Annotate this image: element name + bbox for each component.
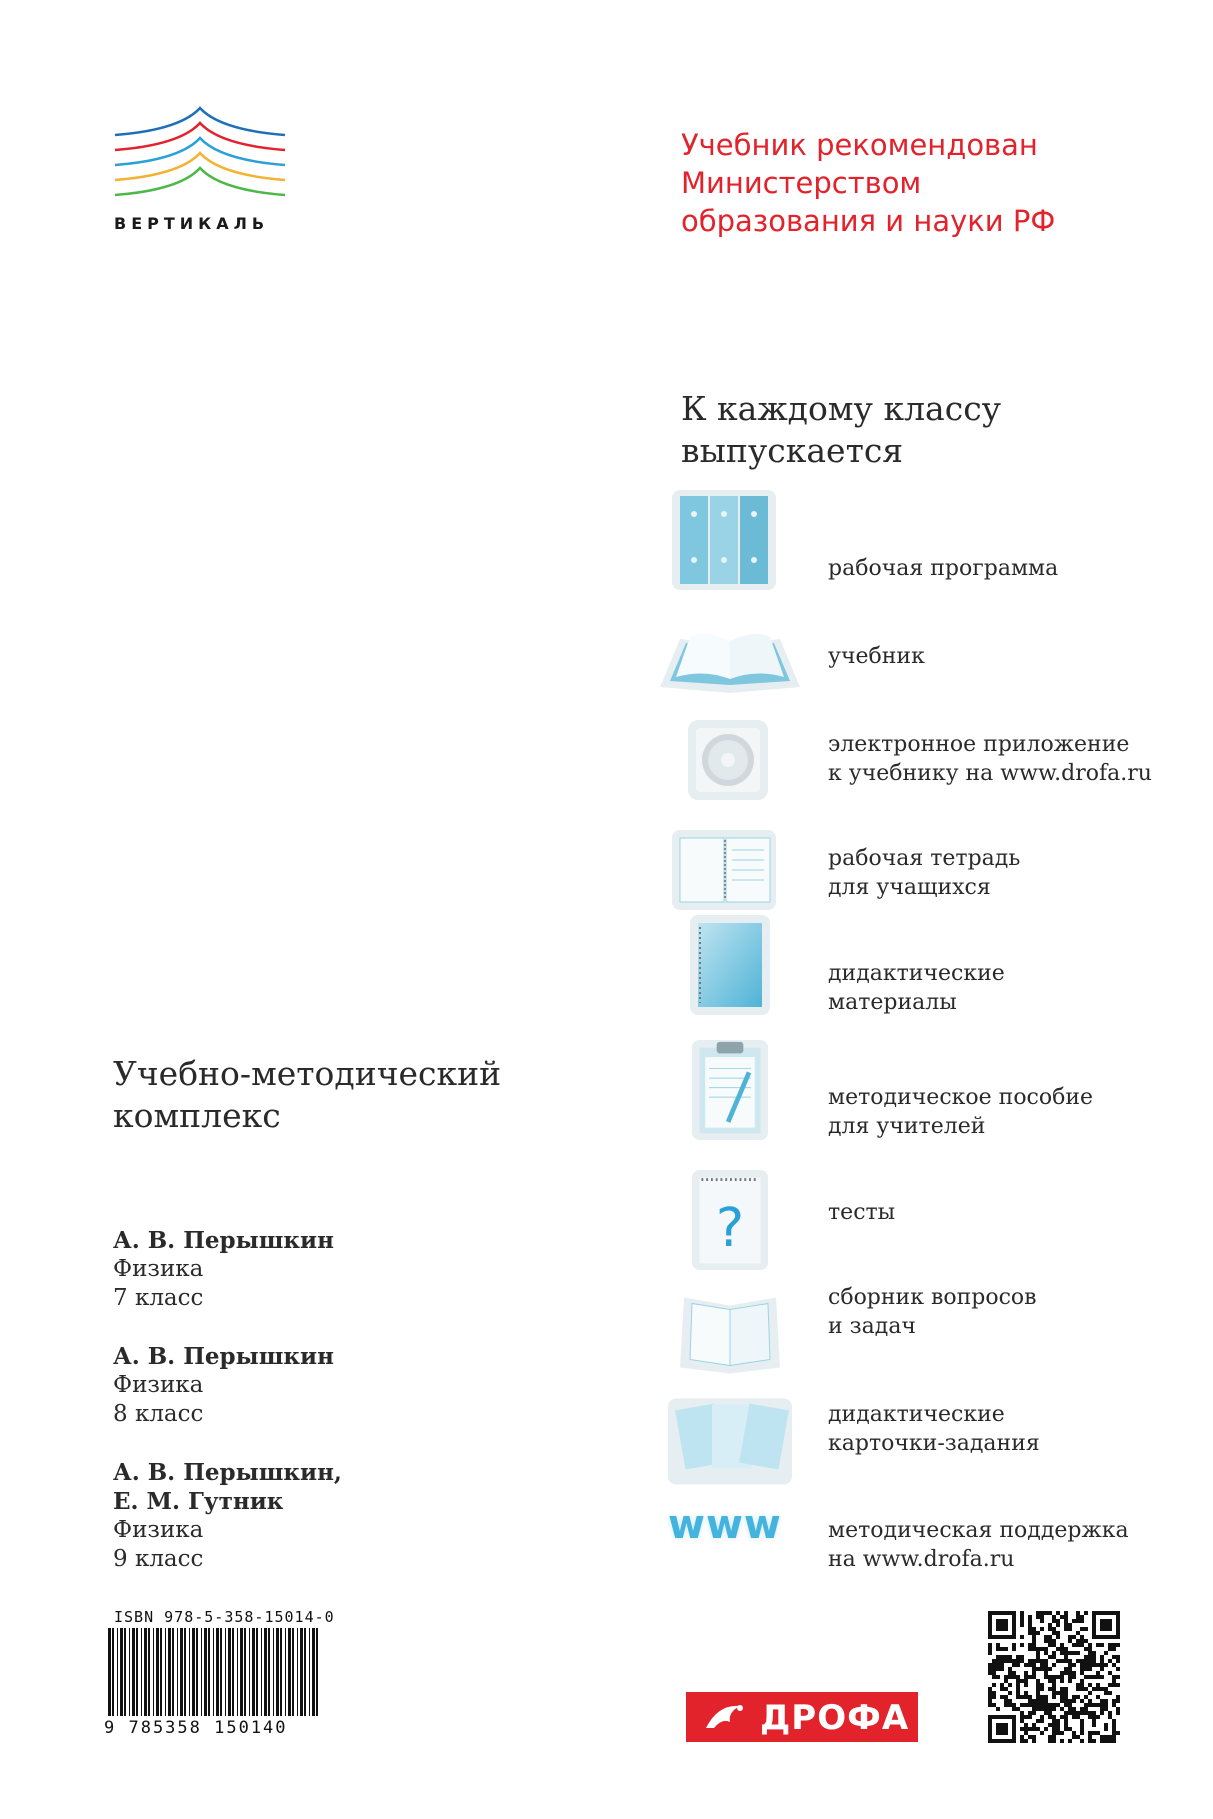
recommendation-text [681,126,1161,240]
kit-item-label: электронное приложение к учебнику на www.drofa.ru [828,732,1152,786]
cards-icon [660,1390,800,1490]
kit-item-label: сборник вопросов и задач [828,1285,1037,1339]
binders-icon [660,490,800,590]
kit-heading [681,388,1001,472]
kit-item-label: дидактические материалы [828,961,1005,1015]
kit-item-label: методическое пособие для учителей [828,1085,1094,1139]
kit-item-label: рабочая программа [828,556,1059,581]
umk-heading [113,1053,501,1137]
cd-disc-icon [660,710,800,810]
book-grade: 9 класс [113,1546,204,1572]
book-subject: Физика [113,1372,204,1398]
book-author: Е. М. Гутник [113,1488,284,1515]
book-author: А. В. Перышкин [113,1343,334,1370]
recommendation-line: Министерством [681,166,922,200]
kit-heading-line: выпускается [681,431,904,470]
workbook-icon [660,820,800,920]
book-author: А. В. Перышкин, [113,1459,342,1486]
logo-name: ВЕРТИКАЛЬ [114,214,270,233]
www-icon: www [668,1502,782,1548]
recommendation-line: Учебник рекомендован [681,128,1038,162]
recommendation-line: образования и науки РФ [681,204,1056,238]
drofa-bird-icon [700,1698,750,1736]
umk-line: комплекс [113,1096,281,1135]
kit-item-label: учебник [828,644,925,669]
book-subject: Физика [113,1517,204,1543]
qr-code-icon [988,1611,1120,1743]
question-pad-icon [660,1170,800,1270]
book-collection-icon [660,1282,800,1382]
book-entry [113,1458,342,1574]
kit-heading-line: К каждому классу [681,389,1002,428]
isbn-text: ISBN 978-5-358-15014-0 [114,1608,335,1626]
publisher-name: ДРОФА [760,1698,910,1738]
kit-item-label: дидактические карточки-задания [828,1402,1040,1456]
kit-item-label: тесты [828,1200,896,1225]
drofa-logo [686,1692,918,1742]
barcode-icon [104,1628,324,1718]
book-grade: 8 класс [113,1401,204,1427]
book-subject: Физика [113,1256,204,1282]
open-book-icon [660,608,800,708]
book-author: А. В. Перышкин [113,1227,334,1254]
barcode-digits: 9 785358 150140 [104,1718,288,1738]
kit-item-label: рабочая тетрадь для учащихся [828,846,1021,900]
notebook-icon [660,915,800,1015]
book-entry [113,1342,334,1429]
umk-line: Учебно-методический [113,1054,502,1093]
svg-text:?: ? [715,1196,745,1260]
clipboard-pen-icon [660,1040,800,1140]
kit-item-label: методическая поддержка на www.drofa.ru [828,1518,1129,1572]
book-grade: 7 класс [113,1285,204,1311]
book-entry [113,1226,334,1313]
